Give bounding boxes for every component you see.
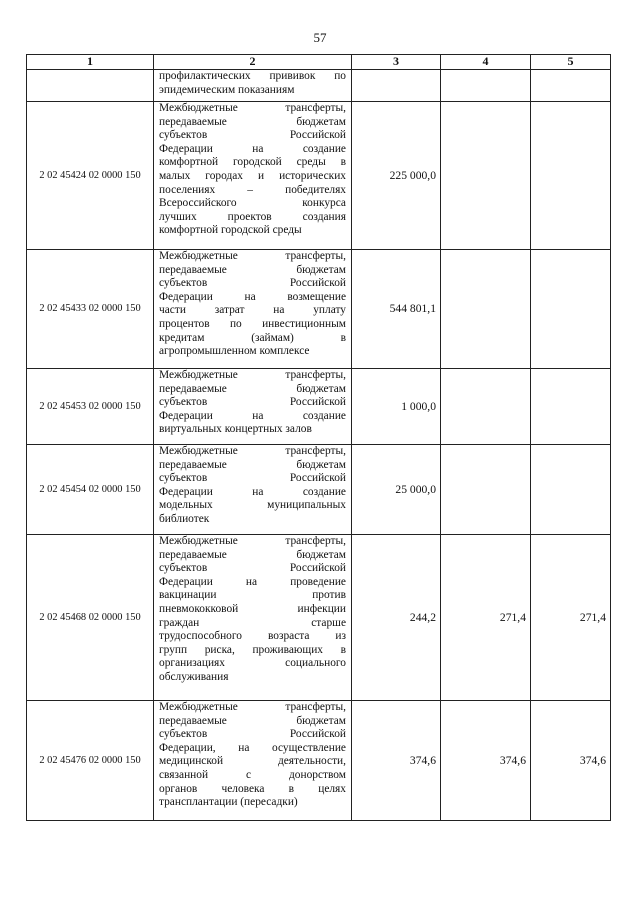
description-line: граждан старше: [159, 616, 346, 629]
table-row: [27, 70, 611, 102]
description-line: части затрат на уплату: [159, 304, 346, 317]
description-line: медицинской деятельности,: [159, 755, 346, 768]
budget-code: 2 02 45424 02 0000 150: [27, 102, 154, 250]
description-line: Федерации на создание: [159, 409, 346, 422]
description-line: передаваемые бюджетам: [159, 115, 346, 128]
description-line: Межбюджетные трансферты,: [159, 701, 346, 713]
description-line: Всероссийского конкурса: [159, 197, 346, 210]
description-line: Межбюджетные трансферты,: [159, 369, 346, 381]
header-col-3: 3: [352, 55, 441, 70]
description-line: передаваемые бюджетам: [159, 382, 346, 395]
description-line: трудоспособного возраста из: [159, 630, 346, 643]
amount-col-3: 374,6: [352, 701, 441, 821]
description-line: Межбюджетные трансферты,: [159, 535, 346, 547]
page-number: 57: [313, 30, 327, 45]
description-line: Федерации, на осуществление: [159, 741, 346, 754]
description-line: кредитам (займам) в: [159, 331, 346, 344]
amount-col-3: 544 801,1: [352, 250, 441, 369]
header-col-1: 1: [27, 55, 154, 70]
description-line: организациях социального: [159, 657, 346, 670]
description-line: комфортной городской среды: [159, 224, 302, 237]
budget-code: 2 02 45476 02 0000 150: [27, 701, 154, 821]
description-line: библиотек: [159, 512, 210, 525]
budget-table: [26, 54, 611, 821]
table-row: [27, 535, 611, 701]
description-line: групп риска, проживающих в: [159, 643, 346, 656]
header-col-4: 4: [441, 55, 531, 70]
description-line: субъектов Российской: [159, 396, 346, 409]
amount-col-4: 271,4: [441, 535, 531, 701]
amount-col-5: 374,6: [531, 701, 611, 821]
description-line: субъектов Российской: [159, 277, 346, 290]
amount-col-5: [531, 369, 611, 445]
description-line: виртуальных концертных залов: [159, 423, 312, 436]
amount-col-4: 374,6: [441, 701, 531, 821]
income-description: [154, 701, 352, 821]
table-row: [27, 102, 611, 250]
amount-col-4: [441, 250, 531, 369]
description-line: трансплантации (пересадки): [159, 796, 298, 809]
description-line: лучших проектов создания: [159, 210, 346, 223]
budget-code: [27, 70, 154, 102]
amount-col-5: [531, 445, 611, 535]
description-line: малых городах и исторических: [159, 169, 346, 182]
description-line: комфортной городской среды в: [159, 156, 346, 169]
table-row: [27, 250, 611, 369]
amount-col-4: [441, 102, 531, 250]
table-row: [27, 369, 611, 445]
budget-code: 2 02 45453 02 0000 150: [27, 369, 154, 445]
description-line: Федерации на создание: [159, 142, 346, 155]
table-row: [27, 701, 611, 821]
income-description: [154, 250, 352, 369]
budget-code: 2 02 45454 02 0000 150: [27, 445, 154, 535]
budget-code: 2 02 45433 02 0000 150: [27, 250, 154, 369]
description-line: пневмококковой инфекции: [159, 602, 346, 615]
description-line: передаваемые бюджетам: [159, 263, 346, 276]
description-line: передаваемые бюджетам: [159, 458, 346, 471]
header-col-2: 2: [154, 55, 352, 70]
description-line: передаваемые бюджетам: [159, 548, 346, 561]
income-description: [154, 102, 352, 250]
description-line: Федерации на возмещение: [159, 290, 346, 303]
amount-col-3: [352, 70, 441, 102]
description-line: субъектов Российской: [159, 728, 346, 741]
description-line: модельных муниципальных: [159, 499, 346, 512]
description-line: Межбюджетные трансферты,: [159, 445, 346, 457]
income-description: [154, 535, 352, 701]
income-description: [154, 70, 352, 102]
description-line: Межбюджетные трансферты,: [159, 250, 346, 262]
amount-col-5: 271,4: [531, 535, 611, 701]
amount-col-4: [441, 70, 531, 102]
description-line: обслуживания: [159, 670, 229, 683]
description-line: агропромышленном комплексе: [159, 345, 310, 358]
income-description: [154, 445, 352, 535]
description-line: вакцинации против: [159, 589, 346, 602]
description-line: субъектов Российской: [159, 562, 346, 575]
amount-col-5: [531, 102, 611, 250]
description-line: профилактических прививок по: [159, 70, 346, 82]
description-line: Федерации на проведение: [159, 575, 346, 588]
description-line: органов человека в целях: [159, 782, 346, 795]
description-line: поселениях – победителях: [159, 183, 346, 196]
amount-col-3: 225 000,0: [352, 102, 441, 250]
amount-col-4: [441, 369, 531, 445]
description-line: Межбюджетные трансферты,: [159, 102, 346, 114]
description-line: субъектов Российской: [159, 472, 346, 485]
amount-col-5: [531, 250, 611, 369]
description-line: эпидемическим показаниям: [159, 83, 295, 96]
amount-col-3: 244,2: [352, 535, 441, 701]
amount-col-4: [441, 445, 531, 535]
header-row: [27, 55, 611, 70]
description-line: процентов по инвестиционным: [159, 317, 346, 330]
table-row: [27, 445, 611, 535]
description-line: Федерации на создание: [159, 485, 346, 498]
description-line: передаваемые бюджетам: [159, 714, 346, 727]
description-line: связанной с донорством: [159, 768, 346, 781]
budget-code: 2 02 45468 02 0000 150: [27, 535, 154, 701]
amount-col-5: [531, 70, 611, 102]
income-description: [154, 369, 352, 445]
amount-col-3: 25 000,0: [352, 445, 441, 535]
header-col-5: 5: [531, 55, 611, 70]
amount-col-3: 1 000,0: [352, 369, 441, 445]
description-line: субъектов Российской: [159, 129, 346, 142]
